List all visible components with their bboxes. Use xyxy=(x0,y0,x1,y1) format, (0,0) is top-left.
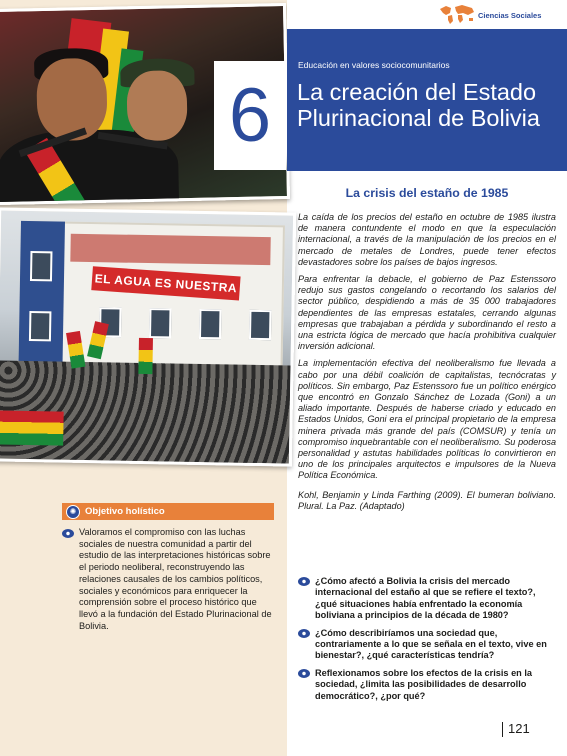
question-item xyxy=(298,628,558,662)
protest-banner: EL AGUA ES NUESTRA xyxy=(91,266,240,300)
article-title: La crisis del estaño de 1985 xyxy=(345,186,509,200)
article-paragraph: La caída de los precios del estaño en octubre de 1985 ilustra de manera contundente el modo en que la especulación internacional, a través de la manipulación de los precios en el mercado de metales de Londres, puede tener efectos devastadores sobre los países de bajos ingresos. xyxy=(298,212,556,267)
photo-plaza-protest xyxy=(0,207,296,466)
objective-title: Objetivo holístico xyxy=(85,506,165,517)
bullet-icon xyxy=(298,577,310,586)
question-text: Reflexionamos sobre los efectos de la crisis en la sociedad, ¿limita las posibilidades de desarrollo democrático?, ¿por qué? xyxy=(315,667,533,701)
globe-icon: ✺ xyxy=(66,505,80,519)
article-paragraph: La implementación efectiva del neoliberalismo fue llevada a cabo por una débil coalición de capitalistas, tecnócratas y políticos. Sin embargo, Paz Estenssoro fue un político enérgico que encontró en Gonzalo Sánchez de Lozada (Goni) a un aliado importante. Después de haberse criado y educado en Estados Unidos, Goni era el principal propietario de la empresa minera privada más grande del país (COMSUR) y tenía un compromiso inquebrantable con el neoliberalismo. Su poderosa personalidad y astutas habilidades políticas lo convirtieron en uno de los principales arquitectos e impulsores de la Nueva Política Económica. xyxy=(298,358,556,481)
question-item xyxy=(298,668,558,702)
article-paragraph: Para enfrentar la debacle, el gobierno de Paz Estenssoro redujo sus gastos congelando o recortando los salarios del sector público, despidiendo a más de 35 000 trabajadores dependientes de las empresas estatales, cerrando algunas empresas que trabajaban a pérdida y subordinando el resto a una estricta lógica de mercado que hacía prohibitiva cualquier inversión adicional. xyxy=(298,274,556,352)
questions-list xyxy=(298,576,558,708)
article-reference: Kohl, Benjamin y Linda Farthing (2009). El bumeran boliviano. Plural. La Paz. (Adaptado) xyxy=(298,489,556,511)
question-item xyxy=(298,576,558,622)
section-label: Ciencias Sociales xyxy=(478,11,542,20)
objective-text: Valoramos el compromiso con las luchas sociales de nuestra comunidad a partir del estudio de las interpretaciones históricas sobre el periodo neoliberal, reconstruyendo las relaciones causales de los cambios políticos, sociales y económicos para enriquecer la comprensión sobre el proceso histórico que llevó a la fundación del Estado Plurinacional de Bolivia. xyxy=(79,527,272,631)
question-text: ¿Cómo afectó a Bolivia la crisis del mercado internacional del estaño al que se refiere el texto?, ¿qué situaciones había enfrentado la economía boliviana a principios de la década de 1980? xyxy=(315,576,536,621)
question-text: ¿Cómo describiríamos una sociedad que, contrariamente a lo que se señala en el texto, vive en bienestar?, ¿qué características tendría? xyxy=(315,627,547,661)
objective-header xyxy=(62,503,274,520)
bullet-icon xyxy=(298,669,310,678)
chapter-number: 6 xyxy=(228,73,272,158)
objective-box xyxy=(62,503,274,632)
chapter-kicker: Educación en valores sociocomunitarios xyxy=(298,60,450,70)
article-body xyxy=(298,212,556,518)
bullet-icon xyxy=(62,529,74,538)
page-number: 121 xyxy=(508,721,530,736)
chapter-title: La creación del Estado Plurinacional de Bolivia xyxy=(297,79,540,131)
bullet-icon xyxy=(298,629,310,638)
chapter-number-box xyxy=(214,61,286,170)
world-map-icon xyxy=(438,3,476,25)
